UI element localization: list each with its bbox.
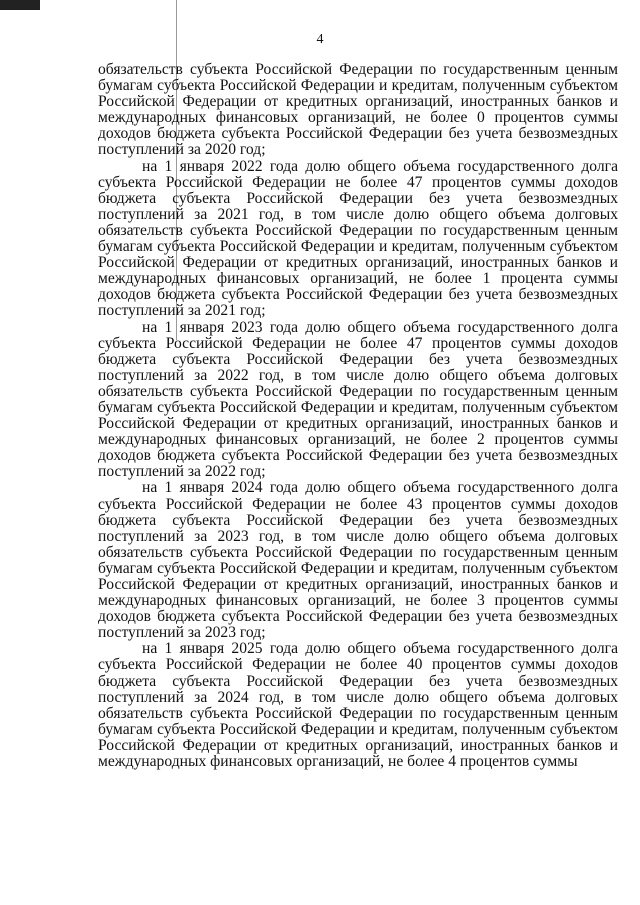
- scan-corner-mark: [0, 0, 40, 10]
- paragraph-2022: на 1 января 2022 года долю общего объема государственного долга субъекта Российской Федерации не более 47 процентов суммы доходов бюджета субъекта Российской Федерации без учета безвозмездных поступлений за 2021 год, в том числе долю общего объема долговых обязательств субъекта Российской Федерации по государственным ценным бумагам субъекта Российской Федерации и кредитам, полученным субъектом Российской Федерации от кредитных организаций, иностранных банков и международных финансовых организаций, не более 1 процента суммы доходов бюджета субъекта Российской Федерации без учета безвозмездных поступлений за 2021 год;: [98, 157, 618, 320]
- paragraph-2025: на 1 января 2025 года долю общего объема государственного долга субъекта Российской Федерации не более 40 процентов суммы доходов бюджета субъекта Российской Федерации без учета безвозмездных поступлений за 2024 год, в том числе долю общего объема долговых обязательств субъекта Российской Федерации по государственным ценным бумагам субъекта Российской Федерации и кредитам, полученным субъектом Российской Федерации от кредитных организаций, иностранных банков и международных финансовых организаций, не более 4 процентов суммы: [98, 640, 618, 771]
- document-body: [98, 62, 618, 770]
- paragraph-2024: на 1 января 2024 года долю общего объема государственного долга субъекта Российской Федерации не более 43 процентов суммы доходов бюджета субъекта Российской Федерации без учета безвозмездных поступлений за 2023 год, в том числе долю общего объема долговых обязательств субъекта Российской Федерации по государственным ценным бумагам субъекта Российской Федерации и кредитам, полученным субъектом Российской Федерации от кредитных организаций, иностранных банков и международных финансовых организаций, не более 3 процентов суммы доходов бюджета субъекта Российской Федерации без учета безвозмездных поступлений за 2023 год;: [98, 479, 618, 642]
- paragraph-2023: на 1 января 2023 года долю общего объема государственного долга субъекта Российской Федерации не более 47 процентов суммы доходов бюджета субъекта Российской Федерации без учета безвозмездных поступлений за 2022 год, в том числе долю общего объема долговых обязательств субъекта Российской Федерации по государственным ценным бумагам субъекта Российской Федерации и кредитам, полученным субъектом Российской Федерации от кредитных организаций, иностранных банков и международных финансовых организаций, не более 2 процентов суммы доходов бюджета субъекта Российской Федерации без учета безвозмездных поступлений за 2022 год;: [98, 318, 618, 481]
- page-number: 4: [316, 32, 324, 47]
- paragraph-continuation: обязательств субъекта Российской Федерации по государственным ценным бумагам субъекта Российской Федерации и кредитам, полученным субъектом Российской Федерации от кредитных организаций, иностранных банков и международных финансовых организаций, не более 0 процентов суммы доходов бюджета субъекта Российской Федерации без учета безвозмездных поступлений за 2020 год;: [98, 61, 618, 159]
